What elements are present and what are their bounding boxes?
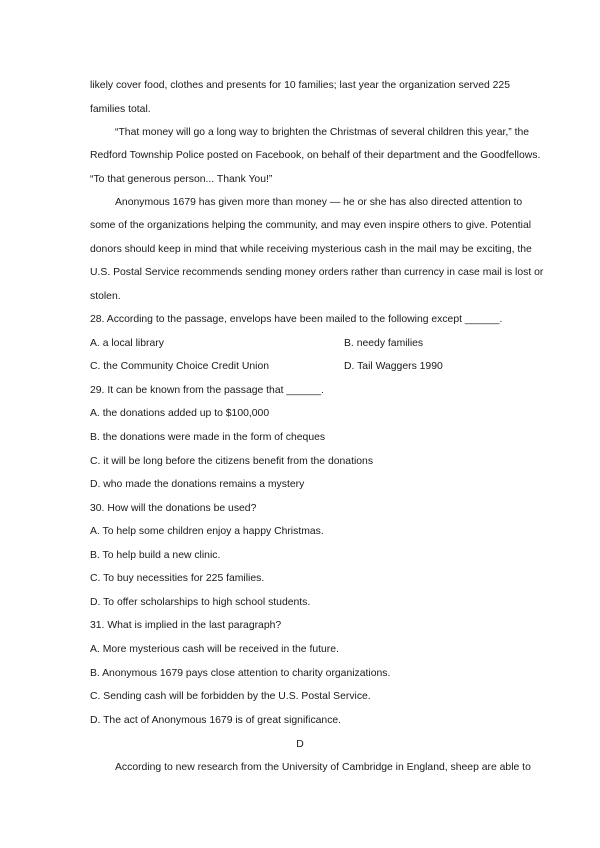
paragraph-line: donors should keep in mind that while receiving mysterious cash in the mail may be exciting, the: [90, 244, 532, 255]
question-29-stem: 29. It can be known from the passage that ______.: [90, 385, 324, 396]
question-30-option-c: C. To buy necessities for 225 families.: [90, 573, 265, 584]
question-29-option-c: C. it will be long before the citizens benefit from the donations: [90, 456, 374, 467]
question-31-option-b: B. Anonymous 1679 pays close attention to charity organizations.: [90, 668, 391, 679]
question-29-option-b: B. the donations were made in the form of cheques: [90, 432, 326, 443]
question-30-option-b: B. To help build a new clinic.: [90, 550, 221, 561]
paragraph-line: According to new research from the University of Cambridge in England, sheep are able to: [115, 762, 531, 773]
paragraph-line: “To that generous person... Thank You!”: [90, 174, 273, 185]
paragraph-line: U.S. Postal Service recommends sending money orders rather than currency in case mail is lost or: [90, 267, 544, 278]
paragraph-line: stolen.: [90, 291, 121, 302]
paragraph-line: “That money will go a long way to brighten the Christmas of several children this year,” the: [115, 127, 530, 138]
question-31-option-d: D. The act of Anonymous 1679 is of great significance.: [90, 715, 342, 726]
paragraph-line: families total.: [90, 104, 151, 115]
paragraph-line: Anonymous 1679 has given more than money — he or she has also directed attention to: [115, 197, 523, 208]
question-31-option-c: C. Sending cash will be forbidden by the U.S. Postal Service.: [90, 691, 371, 702]
section-heading: D: [296, 739, 304, 750]
question-28-option-d: D. Tail Waggers 1990: [344, 361, 443, 372]
question-28-option-a: A. a local library: [90, 338, 164, 349]
question-30-option-d: D. To offer scholarships to high school students.: [90, 597, 311, 608]
question-28-stem: 28. According to the passage, envelops have been mailed to the following except ______.: [90, 314, 503, 325]
question-30-option-a: A. To help some children enjoy a happy Christmas.: [90, 526, 324, 537]
question-28-option-c: C. the Community Choice Credit Union: [90, 361, 270, 372]
question-31-option-a: A. More mysterious cash will be received in the future.: [90, 644, 339, 655]
question-28-option-b: B. needy families: [344, 338, 424, 349]
paragraph-line: some of the organizations helping the community, and may even inspire others to give. Potential: [90, 220, 532, 231]
question-29-option-a: A. the donations added up to $100,000: [90, 408, 270, 419]
question-29-option-d: D. who made the donations remains a mystery: [90, 479, 305, 490]
paragraph-line: Redford Township Police posted on Facebook, on behalf of their department and the Goodfellows.: [90, 150, 541, 161]
paragraph-line: likely cover food, clothes and presents for 10 families; last year the organization served 225: [90, 80, 510, 91]
question-30-stem: 30. How will the donations be used?: [90, 503, 257, 514]
question-31-stem: 31. What is implied in the last paragraph?: [90, 620, 282, 631]
